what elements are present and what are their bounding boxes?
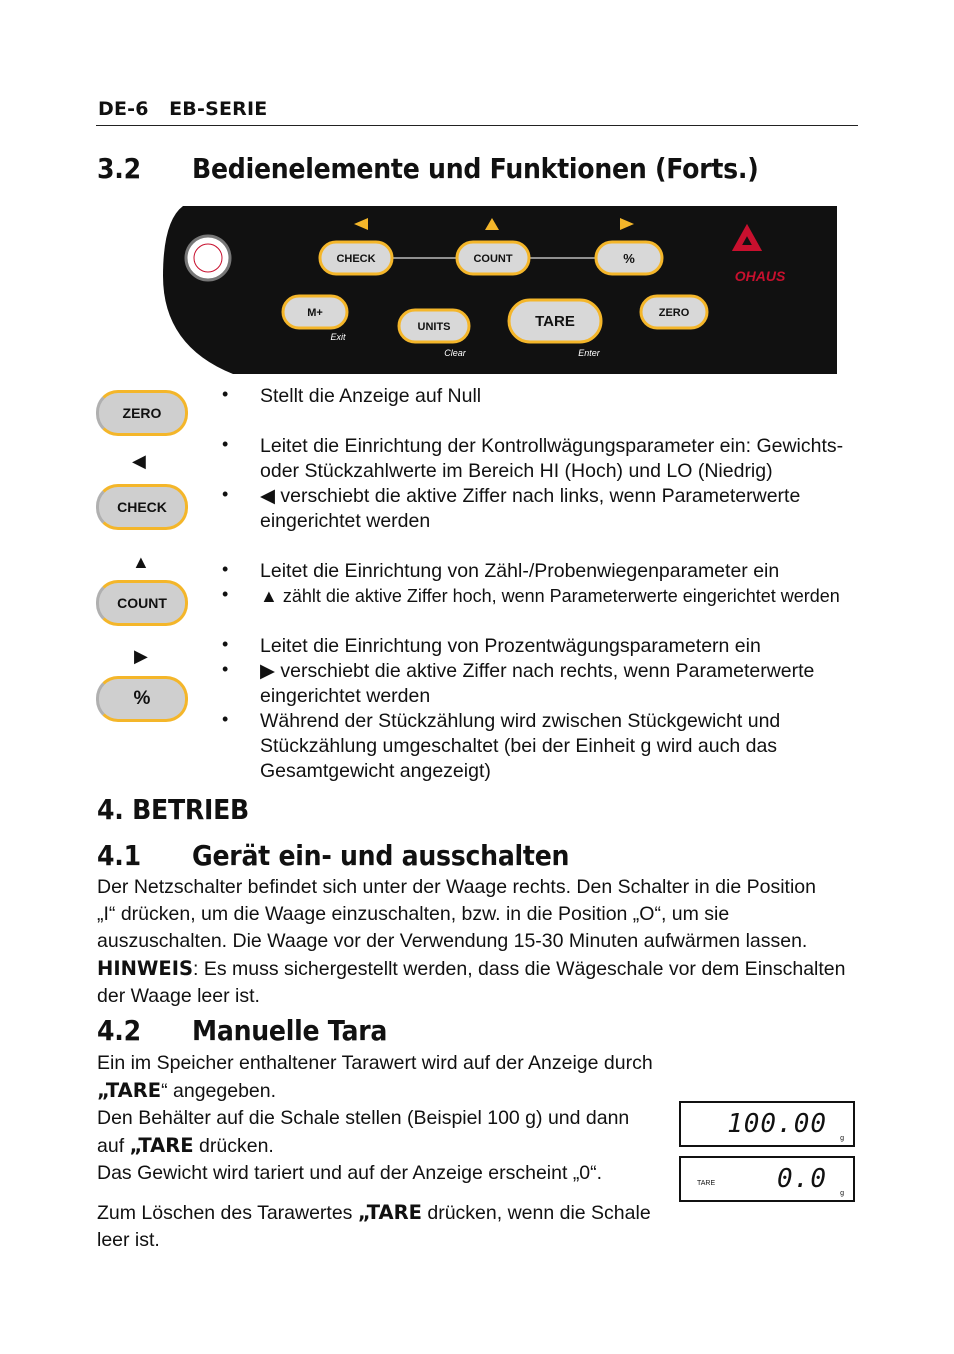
section-4-2-text [97,1050,677,1254]
paragraph-line: auszuschalten. Die Waage vor der Verwendung 15-30 Minuten aufwärmen lassen. [97,930,808,952]
display-value: 0.0 [777,1164,827,1194]
logo-text: OHAUS [734,268,786,284]
check-bullet-2-cont: eingerichtet werden [260,510,431,532]
exit-sublabel: Exit [330,332,346,342]
display-unit: g [840,1135,844,1142]
check-label: CHECK [336,253,376,265]
text-span: auf [97,1135,130,1157]
zero-label: ZERO [658,307,690,319]
tare-keyword: „TARE [129,1134,194,1157]
section-title-4: 4. BETRIEB [97,793,250,826]
text-span: Zum Löschen des Tarawertes [97,1202,358,1224]
paragraph-line: Ein im Speicher enthaltener Tarawert wird auf der Anzeige durch [97,1052,653,1074]
percent-button-label: % [133,688,151,709]
page-header [98,98,267,120]
mplus-label: M+ [307,307,323,319]
paragraph-line: Das Gewicht wird tariert und auf der Anzeige erscheint „0“. [97,1162,603,1184]
percent-button[interactable] [96,676,188,722]
bullet-dot: • [222,384,229,404]
percent-bullet-3-cont: Stückzählung umgeschaltet (bei der Einheit g wird auch das [260,735,778,757]
clear-sublabel: Clear [444,348,466,358]
bullet-dot: • [222,709,229,729]
right-arrow-icon: ▶ [134,646,148,666]
panel-zero-button[interactable] [641,296,707,328]
paragraph-line: „I“ drücken, um die Waage einzuschalten, bzw. in die Position „O“, um sie [97,903,730,925]
paragraph-line [97,1132,677,1160]
paragraph-line: leer ist. [97,1229,160,1251]
count-button[interactable] [96,580,188,626]
scale-display-tare [679,1156,855,1202]
count-bullet-2 [260,584,840,609]
scale-display-weight [679,1101,855,1147]
percent-bullet-2-text: verschiebt die aktive Ziffer nach rechts, wenn Parameterwerte [280,660,815,682]
check-bullet-1-cont: oder Stückzahlwerte im Bereich HI (Hoch) und LO (Niedrig) [260,460,773,482]
check-bullet-2 [260,484,800,509]
panel-count-button[interactable] [457,242,529,274]
display-value: 100.00 [727,1109,827,1139]
text-span: drücken, wenn die Schale [421,1202,651,1224]
up-arrow-icon: ▲ [132,552,150,572]
enter-sublabel: Enter [578,348,600,358]
bullet-dot: • [222,484,229,504]
bullet-dot: • [222,584,229,604]
panel-mplus-button[interactable] [283,296,347,328]
paragraph-line: Der Netzschalter befindet sich unter der Waage rechts. Den Schalter in die Position [97,876,816,898]
text-span: “ angegeben. [161,1080,277,1102]
left-arrow-icon: ◀ [132,451,146,471]
series-name: EB-SERIE [169,98,268,120]
paragraph-line [97,1199,677,1227]
section-4-1-text [97,874,867,1010]
panel-percent-button[interactable] [596,242,662,274]
units-label: UNITS [417,321,451,333]
right-arrow-icon: ▶ [260,660,275,682]
section-number: 3.2 [97,152,141,185]
tare-keyword: „TARE [357,1201,422,1224]
percent-bullet-2-cont: eingerichtet werden [260,685,431,707]
percent-bullet-3: Während der Stückzählung wird zwischen Stückgewicht und [260,710,781,732]
section-heading: Manuelle Tara [192,1014,388,1047]
count-bullet-1: Leitet die Einrichtung von Zähl-/Probenwiegenparameter ein [260,560,780,582]
section-title-4-1 [97,839,569,872]
note-label: HINWEIS [97,957,194,980]
section-title-4-2 [97,1014,387,1047]
count-bullet-2-text: zählt die aktive Ziffer hoch, wenn Parameterwerte eingerichtet werden [282,586,840,606]
header-rule [96,125,858,126]
text-span: drücken. [193,1135,274,1157]
note-line-cont: der Waage leer ist. [97,985,260,1007]
display-unit: g [840,1190,844,1197]
bullet-dot: • [222,434,229,454]
power-indicator-icon [186,236,230,280]
bullet-dot: • [222,559,229,579]
note-line [97,955,867,983]
left-arrow-icon: ◀ [260,485,275,507]
count-button-label: COUNT [117,595,167,611]
section-number: 4.2 [97,1014,141,1047]
check-bullet-1: Leitet die Einrichtung der Kontrollwägungsparameter ein: Gewichts- [260,435,844,457]
zero-button[interactable] [96,390,188,436]
tare-label: TARE [535,313,575,330]
control-panel [163,206,837,374]
percent-bullet-2 [260,659,814,684]
bullet-dot: • [222,634,229,654]
panel-check-button[interactable] [320,242,392,274]
check-bullet-2-text: verschiebt die aktive Ziffer nach links, wenn Parameterwerte [280,485,801,507]
section-heading: Gerät ein- und ausschalten [192,839,570,872]
percent-bullet-1: Leitet die Einrichtung von Prozentwägungsparametern ein [260,635,761,657]
section-title-3-2 [97,152,758,185]
count-label: COUNT [473,253,513,265]
panel-units-button[interactable] [399,310,469,342]
check-button[interactable] [96,484,188,530]
section-heading: Bedienelemente und Funktionen (Forts.) [192,152,759,185]
percent-label: % [623,251,635,266]
percent-bullet-3-cont2: Gesamtgewicht angezeigt) [260,760,491,782]
paragraph-line: Den Behälter auf die Schale stellen (Beispiel 100 g) und dann [97,1107,630,1129]
tare-keyword: „TARE [97,1079,162,1102]
up-arrow-icon: ▲ [260,586,278,606]
section-number: 4.1 [97,839,141,872]
zero-bullet-1: Stellt die Anzeige auf Null [260,385,482,407]
tare-indicator: TARE [697,1180,716,1187]
panel-tare-button[interactable] [509,300,601,342]
zero-button-label: ZERO [122,405,162,421]
paragraph-line [97,1077,677,1105]
page-number: DE-6 [98,98,149,120]
check-button-label: CHECK [117,499,167,515]
bullet-dot: • [222,659,229,679]
note-text: : Es muss sichergestellt werden, dass die Wägeschale vor dem Einschalten [193,958,846,980]
